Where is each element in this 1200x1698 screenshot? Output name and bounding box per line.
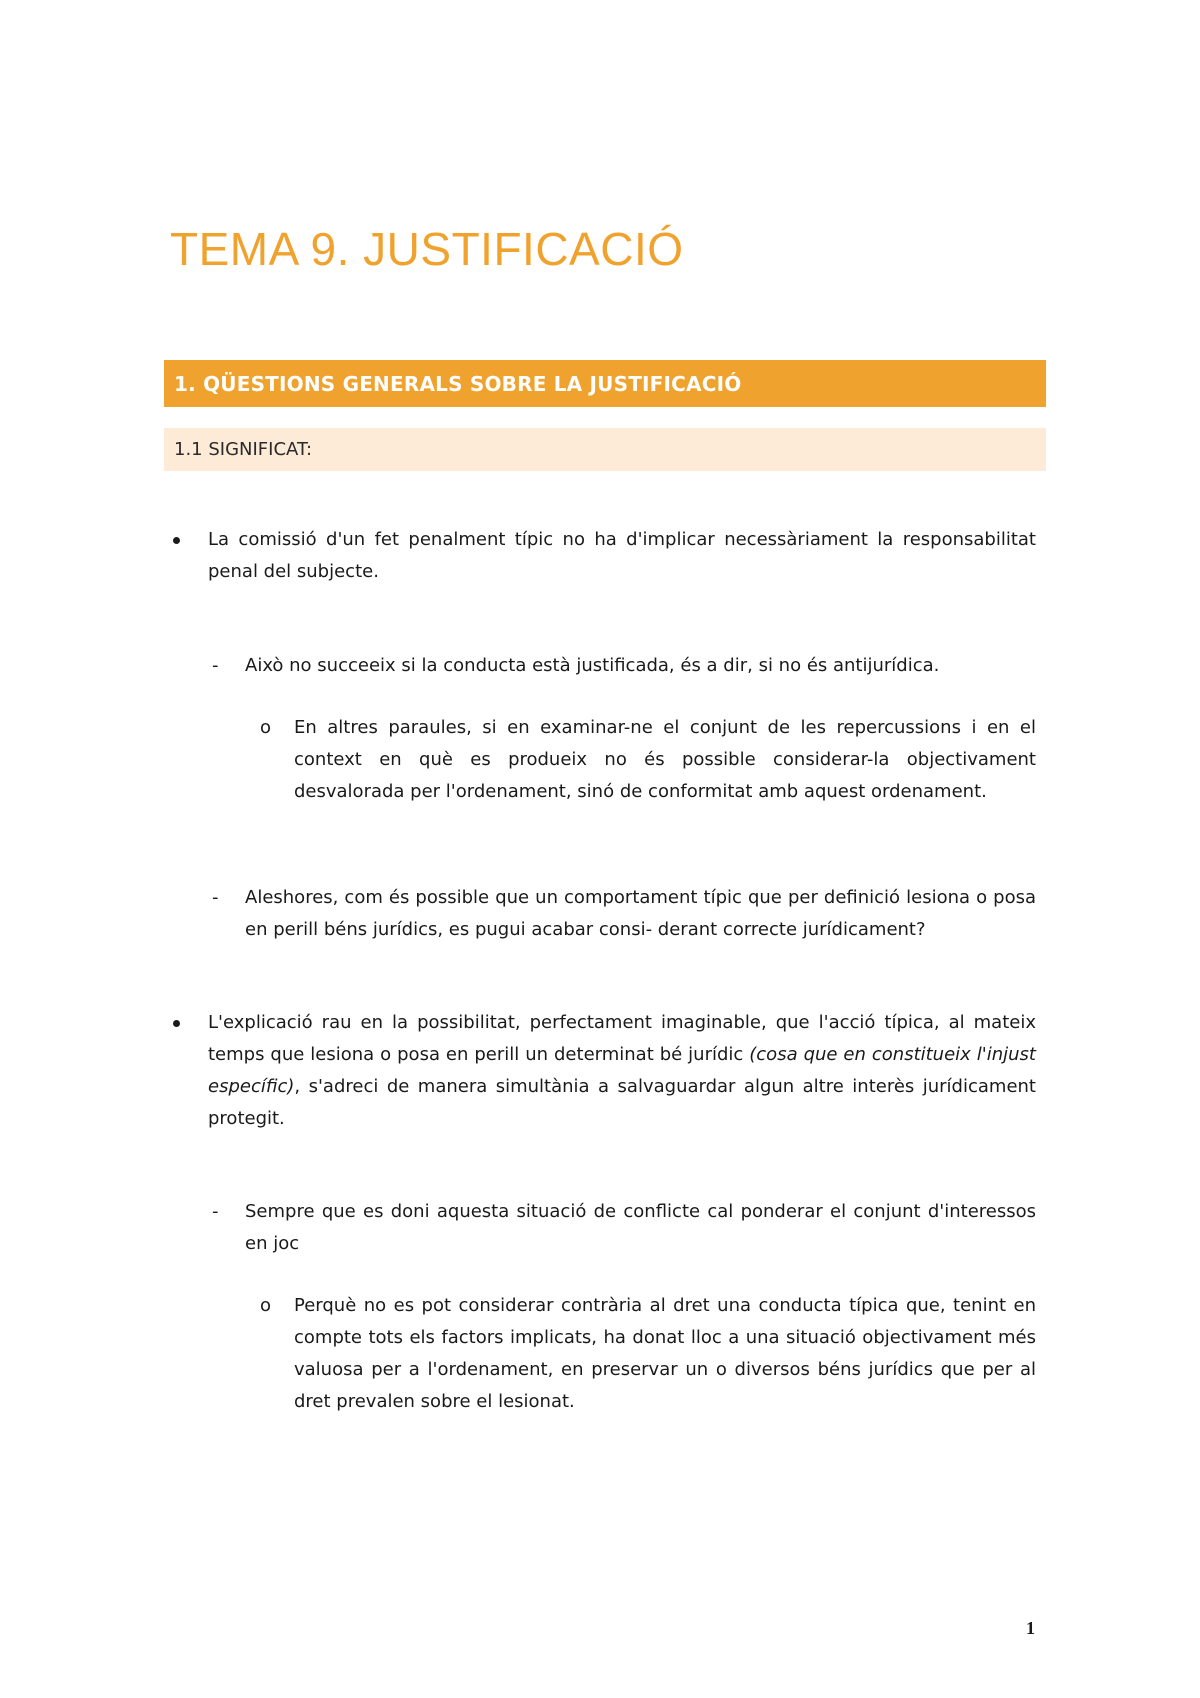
dash-item-2: Aleshores, com és possible que un comportament típic que per definició lesiona o posa en perill béns jurídics, es pugui acabar consi- derant correcte jurídicament? — [245, 887, 1036, 940]
dash-marker-icon: - — [212, 1201, 219, 1222]
bullet-dot-icon — [173, 1020, 180, 1027]
bullet-item-2-text-a: L'explicació rau en la possibilitat, perfectament imaginable, que l'acció típica, al mateix temps que lesiona o posa en perill un determinat bé jurídic — [208, 1012, 1036, 1065]
bullet-item-2 — [208, 1007, 1036, 1135]
bullet-item-1: La comissió d'un fet penalment típic no ha d'implicar necessàriament la responsabilitat penal del subjecte. — [208, 529, 1036, 582]
dash-marker-icon: - — [212, 655, 219, 676]
circle-marker-icon: o — [260, 717, 272, 738]
dash-item-3: Sempre que es doni aquesta situació de conflicte cal ponderar el conjunt d'interessos en joc — [245, 1201, 1036, 1254]
circle-item-1: En altres paraules, si en examinar-ne el conjunt de les repercussions i en el context en què es produeix no és possible considerar-la objectivament desvalorada per l'ordenament, sinó de conformitat amb aquest ordenament. — [294, 717, 1036, 802]
page-number: 1 — [1026, 1618, 1035, 1638]
circle-item-2: Perquè no es pot considerar contrària al dret una conducta típica que, tenint en compte tots els factors implicats, ha donat lloc a una situació objectivament més valuosa per a l'ordenament, en preservar un o diversos béns jurídics que per al dret prevalen sobre el lesionat. — [294, 1295, 1036, 1412]
circle-marker-icon: o — [260, 1295, 272, 1316]
subsection-heading: 1.1 SIGNIFICAT: — [174, 439, 313, 460]
dash-marker-icon: - — [212, 887, 219, 908]
section-heading-bar — [164, 360, 1046, 407]
bullet-item-2-text-b: , s'adreci de manera simultània a salvaguardar algun altre interès jurídicament protegit. — [208, 1076, 1036, 1129]
section-heading: 1. QÜESTIONS GENERALS SOBRE LA JUSTIFICACIÓ — [174, 371, 742, 396]
subsection-heading-bar — [164, 428, 1046, 471]
bullet-dot-icon — [173, 537, 180, 544]
document-title: TEMA 9. JUSTIFICACIÓ — [170, 223, 684, 275]
bullet-item-2-italic: (cosa que en constitueix l'injust específic) — [208, 1044, 1036, 1097]
dash-item-1: Això no succeeix si la conducta està justificada, és a dir, si no és antijurídica. — [245, 655, 940, 676]
